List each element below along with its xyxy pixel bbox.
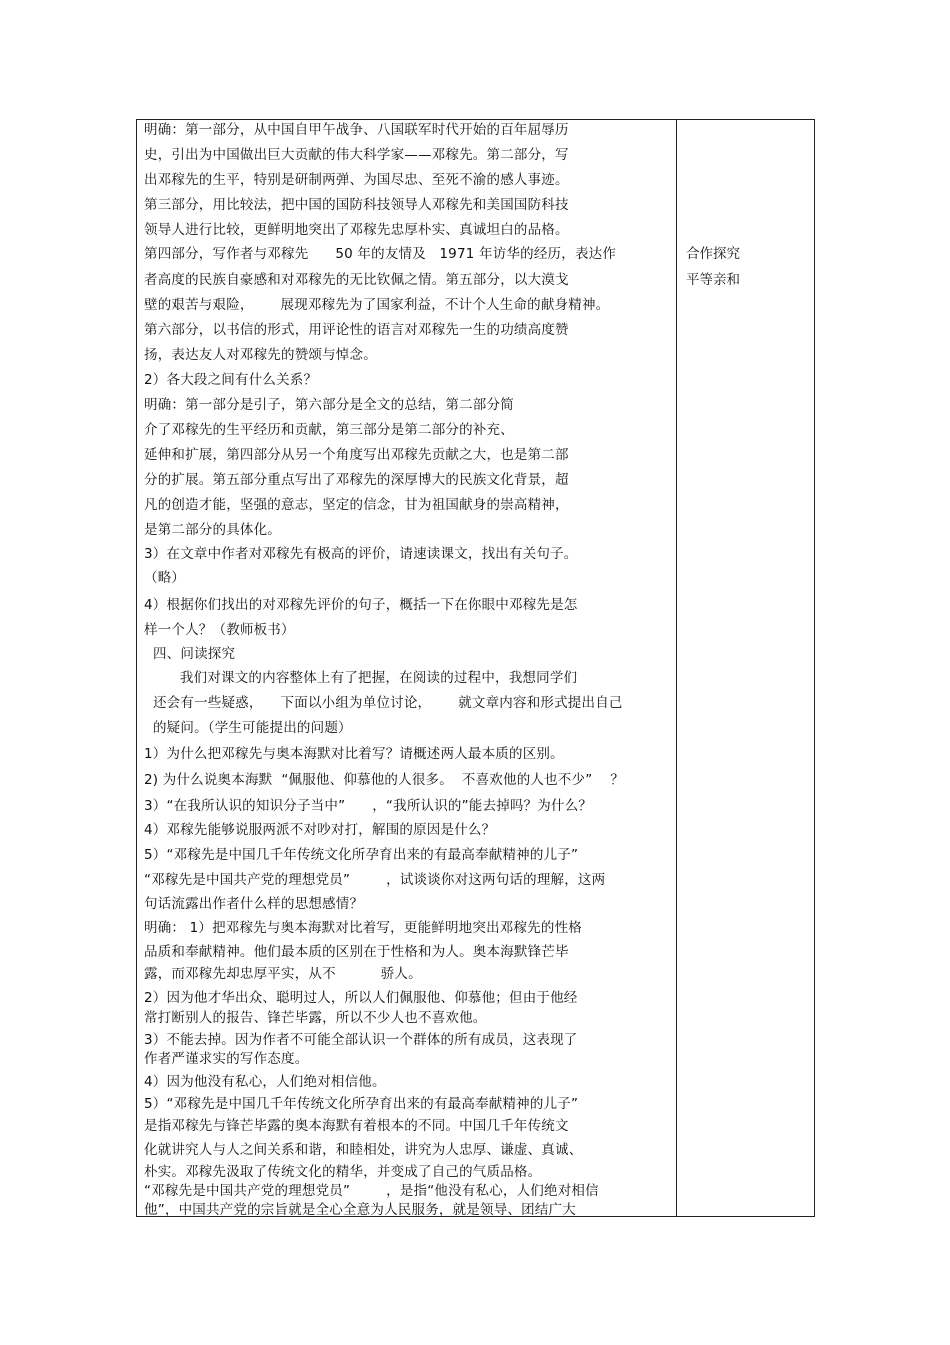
text-line: 是第二部分的具体化。 [144, 522, 281, 538]
text-line: 第三部分，用比较法，把中国的国防科技领导人邓稼先和美国国防科技 [144, 197, 569, 213]
text-line: 1）为什么把邓稼先与奥本海默对比着写？请概述两人最本质的区别。 [144, 746, 564, 762]
text-line: 2) 为什么说奥本海默 “佩服他、仰慕他的人很多。 不喜欢他的人也不少” ？ [144, 772, 625, 788]
text-line: 4）因为他没有私心，人们绝对相信他。 [144, 1074, 386, 1090]
text-line: 朴实。邓稼先汲取了传统文化的精华，并变成了自己的气质品格。 [144, 1164, 542, 1180]
text-line: 4）根据你们找出的对邓稼先评价的句子，概括一下在你眼中邓稼先是怎 [144, 597, 578, 613]
text-line: 5）“邓稼先是中国几千年传统文化所孕育出来的有最高奉献精神的儿子” [144, 847, 579, 863]
text-line: “邓稼先是中国共产党的理想党员” ，试谈谈你对这两句话的理解，这两 [144, 872, 606, 888]
text-line: 史，引出为中国做出巨大贡献的伟大科学家——邓稼先。第二部分，写 [144, 147, 569, 163]
text-line: 作者严谨求实的写作态度。 [144, 1051, 309, 1067]
text-line: 2）因为他才华出众、聪明过人，所以人们佩服他、仰慕他；但由于他经 [144, 990, 578, 1006]
text-line: 明确： 1）把邓稼先与奥本海默对比着写，更能鲜明地突出邓稼先的性格 [144, 920, 582, 936]
text-line: 品质和奉献精神。他们最本质的区别在于性格和为人。奥本海默锋芒毕 [144, 944, 569, 960]
text-line: 样一个人？（教师板书） [144, 622, 295, 638]
text-line: 延伸和扩展，第四部分从另一个角度写出邓稼先贡献之大，也是第二部 [144, 447, 569, 463]
column-divider [676, 119, 677, 1217]
text-line: （略） [144, 570, 186, 586]
text-line: 3）不能去掉。因为作者不可能全部认识一个群体的所有成员，这表现了 [144, 1032, 578, 1048]
text-line: 明确：第一部分是引子，第六部分是全文的总结，第二部分简 [144, 397, 514, 413]
side-note-equality: 平等亲和 [686, 272, 740, 288]
text-line: 介了邓稼先的生平经历和贡献，第三部分是第二部分的补充、 [144, 422, 514, 438]
text-line: 壁的艰苦与艰险， 展现邓稼先为了国家利益，不计个人生命的献身精神。 [144, 297, 610, 313]
text-line: 还会有一些疑惑， 下面以小组为单位讨论， 就文章内容和形式提出自己 [144, 695, 623, 711]
text-line: 露，而邓稼先却忠厚平实，从不 骄人。 [144, 966, 422, 982]
text-line: 分的扩展。第五部分重点写出了邓稼先的深厚博大的民族文化背景，超 [144, 472, 569, 488]
text-line: 领导人进行比较，更鲜明地突出了邓稼先忠厚朴实、真诚坦白的品格。 [144, 222, 569, 238]
text-line: 的疑问。（学生可能提出的问题） [144, 720, 352, 736]
text-line: 凡的创造才能，坚强的意志，坚定的信念，甘为祖国献身的崇高精神， [144, 497, 569, 513]
text-line: 他”，中国共产党的宗旨就是全心全意为人民服务，就是领导、团结广大 [144, 1202, 576, 1218]
text-line: 句话流露出作者什么样的思想感情？ [144, 896, 364, 912]
text-line: 常打断别人的报告、锋芒毕露，所以不少人也不喜欢他。 [144, 1010, 487, 1026]
text-line: 是指邓稼先与锋芒毕露的奥本海默有着根本的不同。中国几千年传统文 [144, 1118, 569, 1134]
text-line: “邓稼先是中国共产党的理想党员” ，是指“他没有私心，人们绝对相信 [144, 1183, 599, 1199]
text-line: 第六部分，以书信的形式，用评论性的语言对邓稼先一生的功绩高度赞 [144, 322, 569, 338]
text-line: 2）各大段之间有什么关系？ [144, 372, 318, 388]
text-line: 出邓稼先的生平，特别是研制两弹、为国尽忠、至死不渝的感人事迹。 [144, 172, 569, 188]
text-line: 4）邓稼先能够说服两派不对吵对打，解围的原因是什么？ [144, 822, 496, 838]
text-line: 者高度的民族自豪感和对邓稼先的无比钦佩之情。第五部分，以大漠戈 [144, 272, 569, 288]
text-line: 化就讲究人与人之间关系和谐，和睦相处，讲究为人忠厚、谦虚、真诚、 [144, 1142, 583, 1158]
text-line: 5）“邓稼先是中国几千年传统文化所孕育出来的有最高奉献精神的儿子” [144, 1096, 579, 1112]
text-line: 明确：第一部分，从中国自甲午战争、八国联军时代开始的百年屈辱历 [144, 122, 569, 138]
text-line: 3）“在我所认识的知识分子当中” ，“我所认识的”能去掉吗？为什么？ [144, 798, 593, 814]
text-line: 我们对课文的内容整体上有了把握，在阅读的过程中，我想同学们 [144, 670, 578, 686]
text-line: 第四部分，写作者与邓稼先 50 年的友情及 1971 年访华的经历，表达作 [144, 246, 617, 262]
text-line: 扬，表达友人对邓稼先的赞颂与悼念。 [144, 347, 377, 363]
text-line: 3）在文章中作者对邓稼先有极高的评价，请速读课文，找出有关句子。 [144, 546, 578, 562]
side-note-cooperation: 合作探究 [686, 246, 740, 262]
text-line: 四、问读探究 [144, 646, 236, 662]
